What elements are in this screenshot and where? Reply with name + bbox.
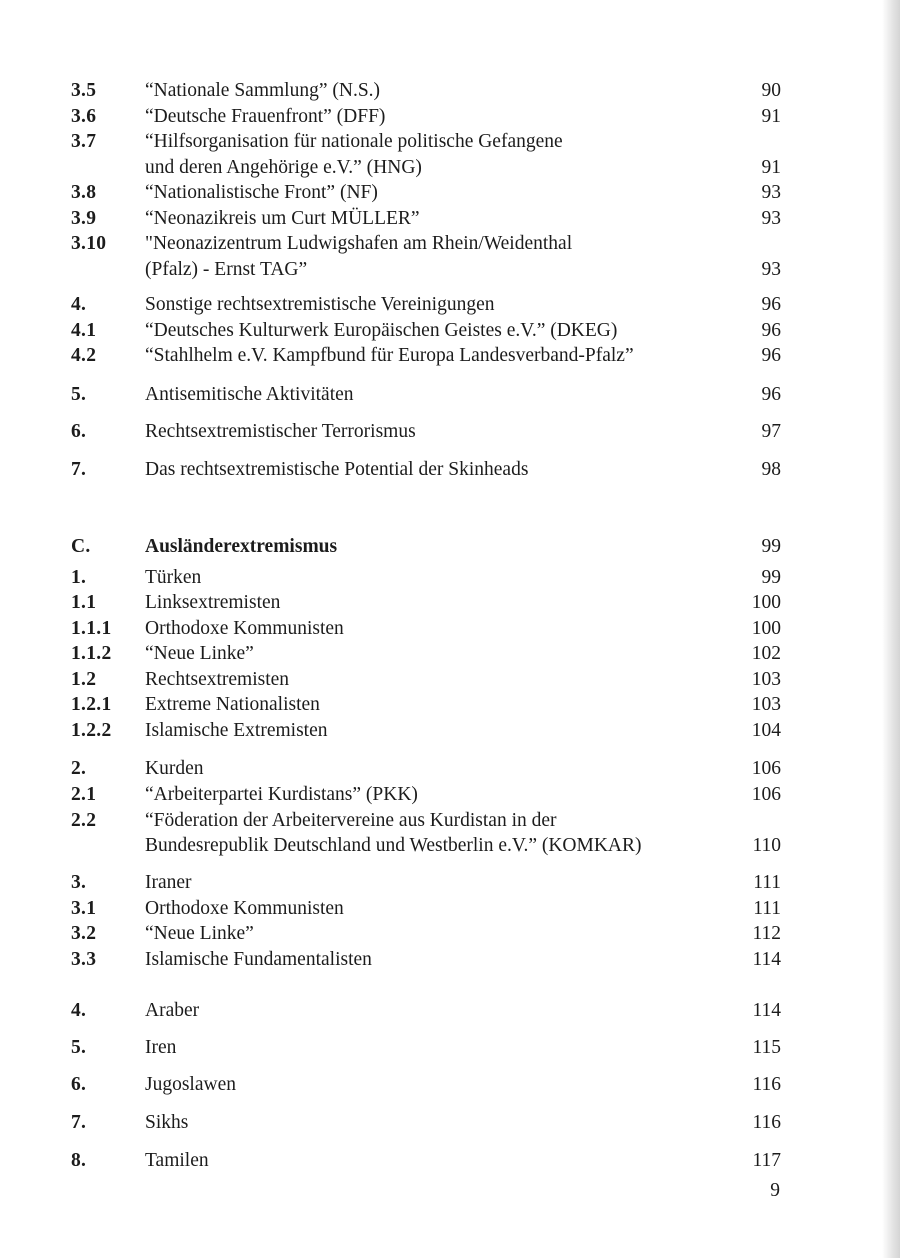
toc-section-number: 3.5 <box>71 80 97 101</box>
toc-section-number: 5. <box>71 1037 87 1058</box>
toc-entry-title: “Nationale Sammlung” (N.S.) <box>145 80 381 101</box>
toc-page-number: 96 <box>761 384 781 405</box>
toc-section-number: 3. <box>71 872 87 893</box>
toc-section-number: 6. <box>71 1074 87 1095</box>
toc-page-number: 99 <box>761 536 781 557</box>
toc-page-number: 91 <box>761 106 781 127</box>
toc-page-number: 96 <box>761 294 781 315</box>
toc-section-number: 2.2 <box>71 810 97 831</box>
toc-entry-title: Islamische Fundamentalisten <box>145 949 372 970</box>
toc-section-number: 1.1 <box>71 592 97 613</box>
toc-section-number: 1. <box>71 567 87 588</box>
toc-page-number: 102 <box>751 643 781 664</box>
toc-page-number: 114 <box>752 949 781 970</box>
toc-page-number: 104 <box>751 720 781 741</box>
toc-section-number: 3.1 <box>71 898 97 919</box>
toc-section-number: 3.7 <box>71 131 97 152</box>
toc-entry-title: Sikhs <box>145 1112 189 1133</box>
toc-entry-title: Extreme Nationalisten <box>145 694 320 715</box>
toc-page-number: 116 <box>752 1074 781 1095</box>
toc-entry-title: Jugoslawen <box>145 1074 236 1095</box>
toc-section-number: 4. <box>71 1000 87 1021</box>
toc-section-number: 4. <box>71 294 87 315</box>
toc-entry-title: Iraner <box>145 872 192 893</box>
page-number: 9 <box>770 1180 780 1201</box>
toc-section-number: 1.1.2 <box>71 643 112 664</box>
toc-entry-title: “Neonazikreis um Curt MÜLLER” <box>145 208 420 229</box>
toc-entry-title: Sonstige rechtsextremistische Vereinigungen <box>145 294 495 315</box>
toc-page-number: 115 <box>752 1037 781 1058</box>
toc-section-number: 4.2 <box>71 345 97 366</box>
toc-entry-title: “Deutsches Kulturwerk Europäischen Geistes e.V.” (DKEG) <box>145 320 618 341</box>
toc-section-number: 1.2 <box>71 669 97 690</box>
toc-entry-title: “Nationalistische Front” (NF) <box>145 182 378 203</box>
toc-page-number: 98 <box>761 459 781 480</box>
toc-section-number: 3.6 <box>71 106 97 127</box>
toc-entry-title: Orthodoxe Kommunisten <box>145 618 344 639</box>
toc-page-number: 99 <box>761 567 781 588</box>
toc-page-number: 90 <box>761 80 781 101</box>
toc-entry-title: Araber <box>145 1000 200 1021</box>
toc-entry-title: Das rechtsextremistische Potential der Skinheads <box>145 459 529 480</box>
toc-entry-title: “Deutsche Frauenfront” (DFF) <box>145 106 386 127</box>
toc-page-number: 117 <box>752 1150 781 1171</box>
toc-page-number: 96 <box>761 320 781 341</box>
toc-page-number: 111 <box>753 898 781 919</box>
toc-entry-title: und deren Angehörige e.V.” (HNG) <box>145 157 422 178</box>
toc-entry-title: “Neue Linke” <box>145 643 254 664</box>
toc-section-number: 1.2.1 <box>71 694 112 715</box>
toc-entry-title: Orthodoxe Kommunisten <box>145 898 344 919</box>
toc-entry-title: “Stahlhelm e.V. Kampfbund für Europa Landesverband-Pfalz” <box>145 345 634 366</box>
toc-page-number: 106 <box>751 784 781 805</box>
toc-entry-title: Antisemitische Aktivitäten <box>145 384 354 405</box>
toc-entry-title: Rechtsextremisten <box>145 669 290 690</box>
toc-section-number: 6. <box>71 421 87 442</box>
toc-page-number: 100 <box>751 592 781 613</box>
toc-entry-title: Tamilen <box>145 1150 209 1171</box>
toc-page-number: 93 <box>761 182 781 203</box>
toc-page-number: 106 <box>751 758 781 779</box>
toc-entry-title: Iren <box>145 1037 177 1058</box>
toc-page-number: 93 <box>761 208 781 229</box>
toc-page-number: 103 <box>751 669 781 690</box>
toc-entry-title: Kurden <box>145 758 204 779</box>
toc-page-number: 112 <box>752 923 781 944</box>
toc-section-number: 7. <box>71 1112 87 1133</box>
toc-entry-title: “Hilfsorganisation für nationale politische Gefangene <box>145 131 563 152</box>
toc-chapter-heading: Ausländerextremismus <box>145 536 338 557</box>
page-edge-shadow <box>882 0 900 1258</box>
toc-section-number: 1.1.1 <box>71 618 112 639</box>
toc-page-number: 110 <box>752 835 781 856</box>
toc-section-number: 2. <box>71 758 87 779</box>
toc-entry-title: Bundesrepublik Deutschland und Westberlin e.V.” (KOMKAR) <box>145 835 642 856</box>
toc-section-number: 3.3 <box>71 949 97 970</box>
toc-section-number: C. <box>71 536 91 557</box>
toc-page-number: 96 <box>761 345 781 366</box>
toc-section-number: 8. <box>71 1150 87 1171</box>
toc-section-number: 3.8 <box>71 182 97 203</box>
toc-entry-title: “Neue Linke” <box>145 923 254 944</box>
toc-entry-title: Islamische Extremisten <box>145 720 328 741</box>
toc-entry-title: Linksextremisten <box>145 592 281 613</box>
toc-entry-title: Rechtsextremistischer Terrorismus <box>145 421 416 442</box>
toc-page-number: 97 <box>761 421 781 442</box>
toc-section-number: 5. <box>71 384 87 405</box>
toc-page-number: 111 <box>753 872 781 893</box>
toc-page-number: 91 <box>761 157 781 178</box>
toc-section-number: 1.2.2 <box>71 720 112 741</box>
toc-entry-title: Türken <box>145 567 202 588</box>
toc-page-number: 103 <box>751 694 781 715</box>
toc-page-number: 116 <box>752 1112 781 1133</box>
toc-section-number: 3.10 <box>71 233 107 254</box>
toc-section-number: 2.1 <box>71 784 97 805</box>
toc-entry-title: "Neonazizentrum Ludwigshafen am Rhein/Weidenthal <box>145 233 573 254</box>
toc-page-number: 114 <box>752 1000 781 1021</box>
toc-page-number: 93 <box>761 259 781 280</box>
toc-section-number: 4.1 <box>71 320 97 341</box>
toc-entry-title: “Arbeiterpartei Kurdistans” (PKK) <box>145 784 418 805</box>
toc-section-number: 7. <box>71 459 87 480</box>
toc-entry-title: “Föderation der Arbeitervereine aus Kurdistan in der <box>145 810 557 831</box>
toc-section-number: 3.9 <box>71 208 97 229</box>
toc-section-number: 3.2 <box>71 923 97 944</box>
toc-page-number: 100 <box>751 618 781 639</box>
toc-entry-title: (Pfalz) - Ernst TAG” <box>145 259 308 280</box>
